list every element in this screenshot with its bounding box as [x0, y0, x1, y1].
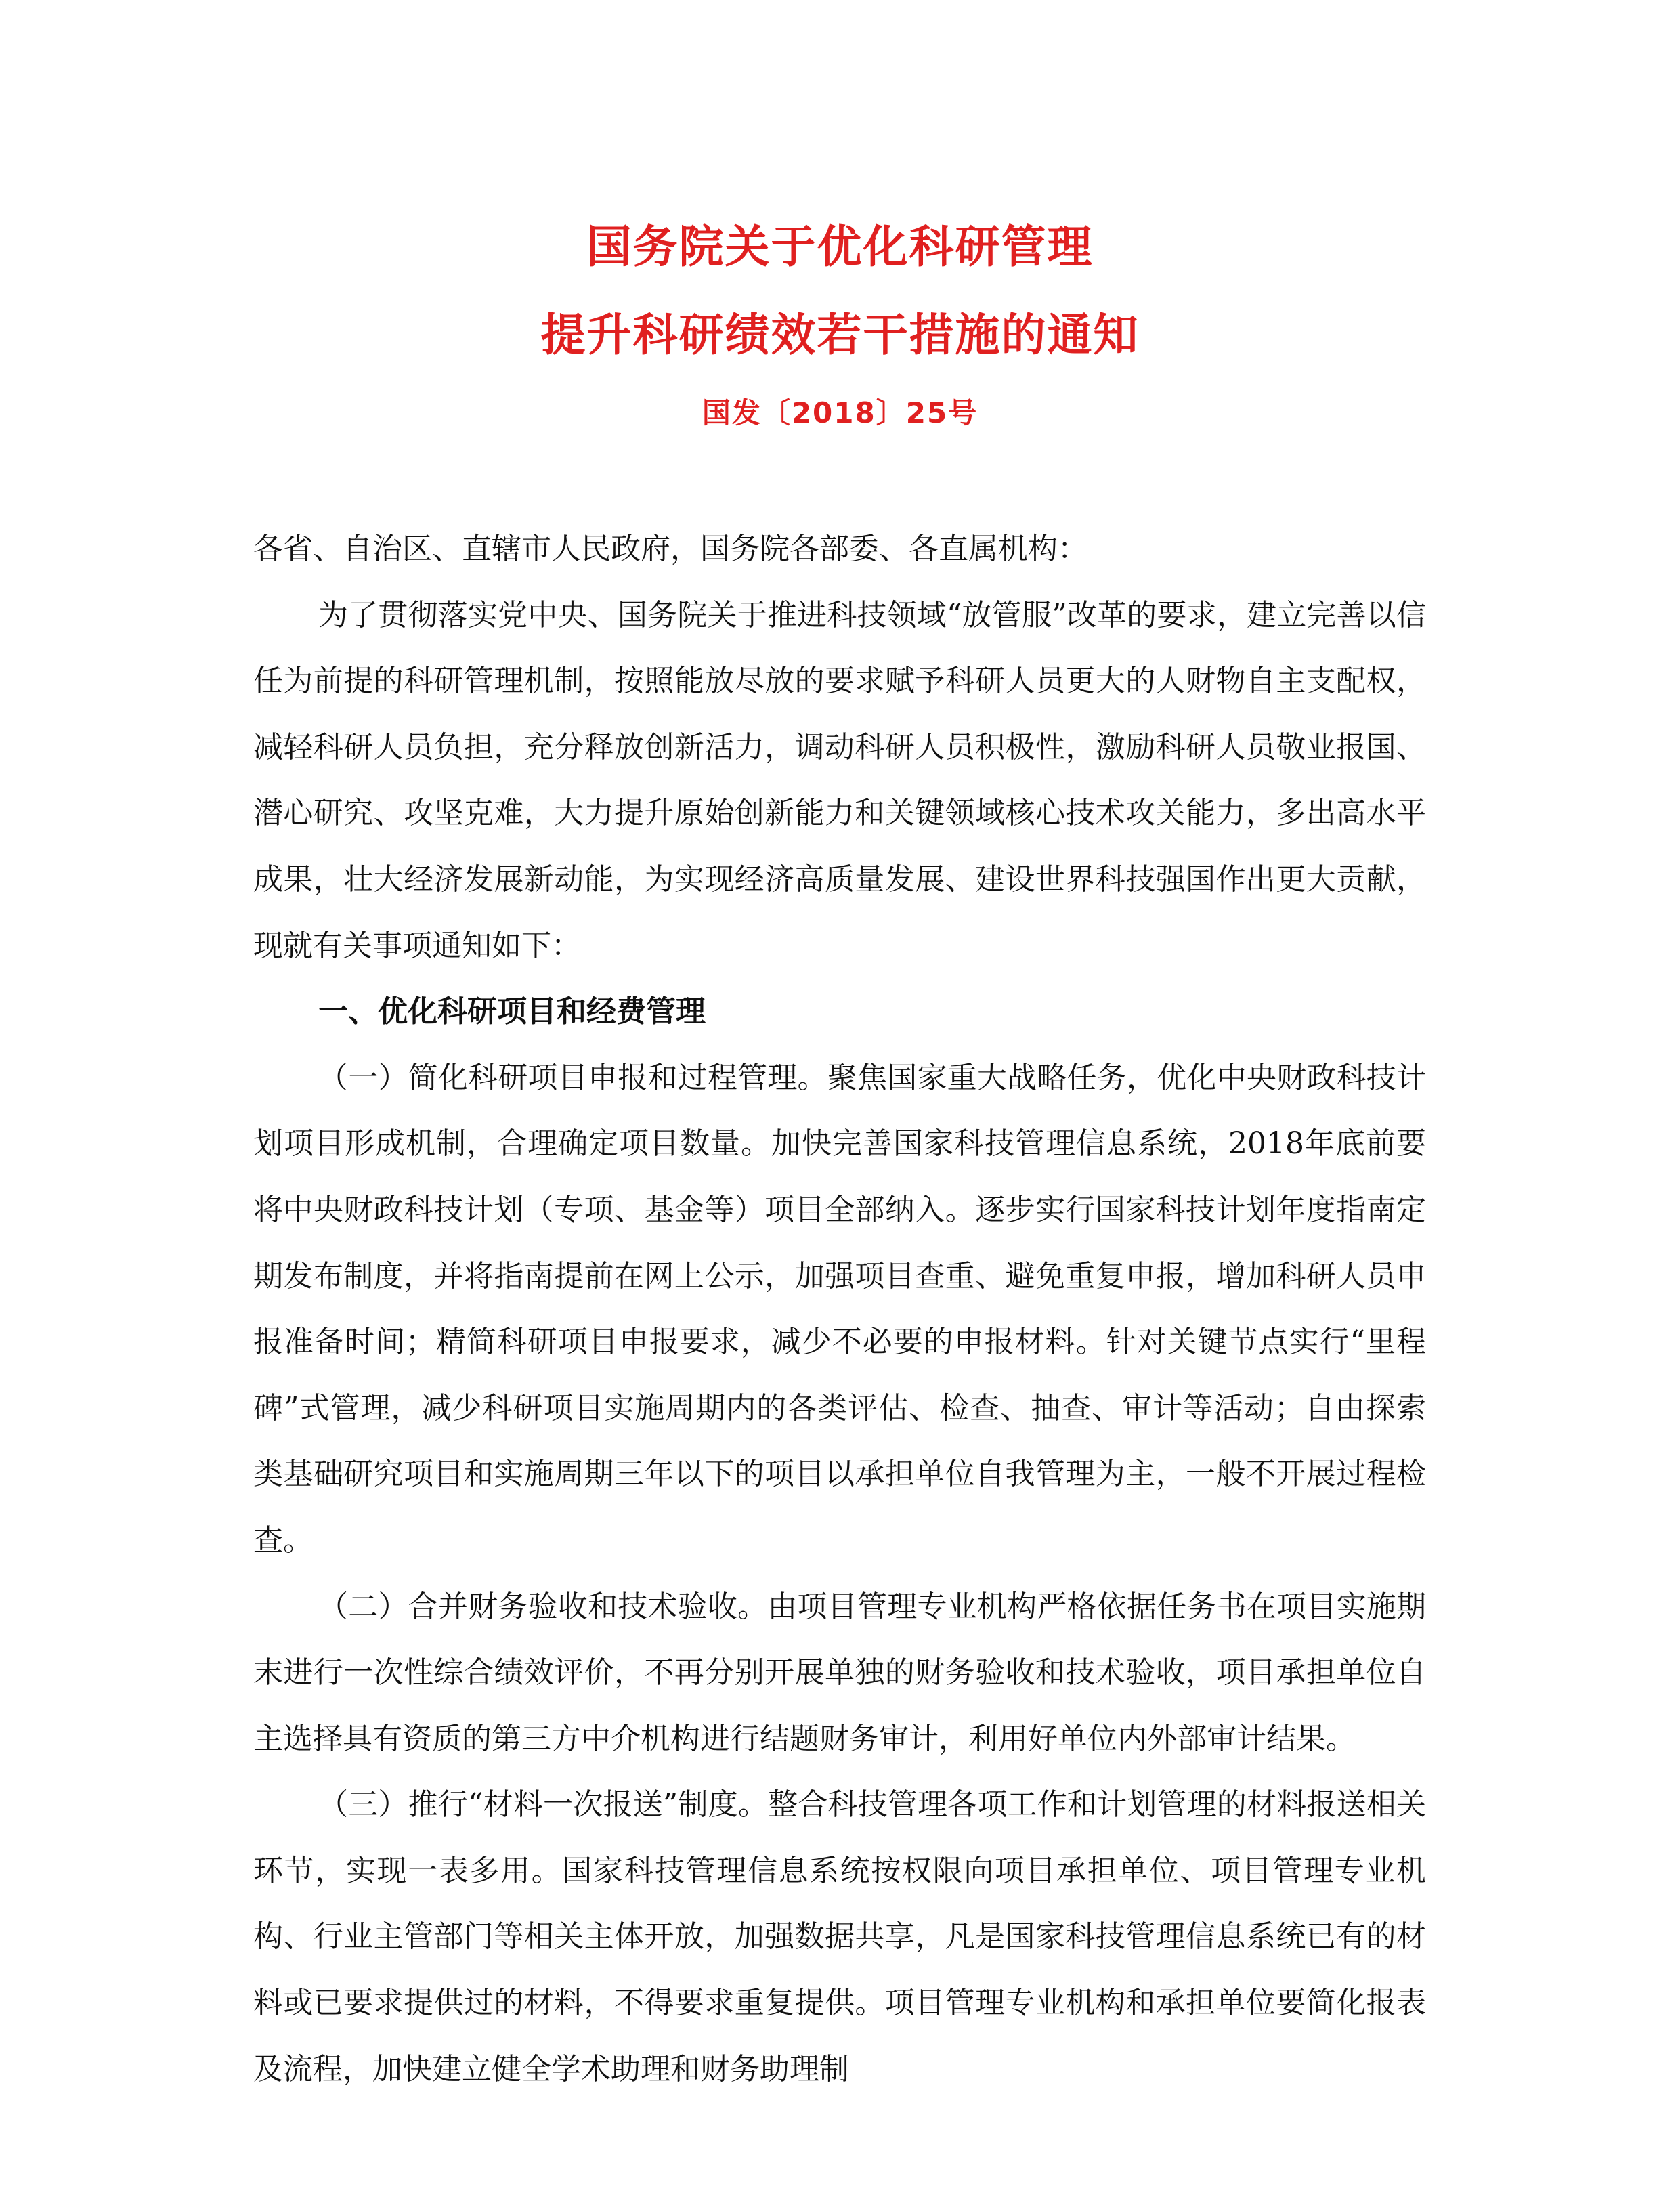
document-title-line-1: 国务院关于优化科研管理 — [586, 221, 1094, 273]
paragraph-item-3: （三）推行“材料一次报送”制度。整合科技管理各项工作和计划管理的材料报送相关环节，实现一表多用。国家科技管理信息系统按权限向项目承担单位、项目管理专业机构、行业主管部门等相关主体开放，加强数据共享，凡是国家科技管理信息系统已有的材料或已要求提供过的材料，不得要求重复提供。项目管理专业机构和承担单位要简化报表及流程，加快建立健全学术助理和财务助理制 — [253, 1787, 1426, 2087]
document-body — [253, 516, 1426, 2102]
salutation: 各省、自治区、直辖市人民政府，国务院各部委、各直属机构： — [253, 532, 1087, 566]
paragraph-item-2: （二）合并财务验收和技术验收。由项目管理专业机构严格依据任务书在项目实施期末进行一次性综合绩效评价，不再分别开展单独的财务验收和技术验收，项目承担单位自主选择具有资质的第三方中介机构进行结题财务审计，利用好单位内外部审计结果。 — [253, 1589, 1426, 1756]
document-number: 国发〔2018〕25号 — [702, 396, 978, 429]
paragraph-item-1: （一）简化科研项目申报和过程管理。聚焦国家重大战略任务，优化中央财政科技计划项目形成机制，合理确定项目数量。加快完善国家科技管理信息系统，2018年底前要将中央财政科技计划（专项、基金等）项目全部纳入。逐步实行国家科技计划年度指南定期发布制度，并将指南提前在网上公示，加强项目查重、避免重复申报，增加科研人员申报准备时间；精简科研项目申报要求，减少不必要的申报材料。针对关键节点实行“里程碑”式管理，减少科研项目实施周期内的各类评估、检查、抽查、审计等活动；自由探索类基础研究项目和实施周期三年以下的项目以承担单位自我管理为主，一般不开展过程检查。 — [253, 1060, 1426, 1558]
paragraph-intro: 为了贯彻落实党中央、国务院关于推进科技领域“放管服”改革的要求，建立完善以信任为前提的科研管理机制，按照能放尽放的要求赋予科研人员更大的人财物自主支配权，减轻科研人员负担，充分释放创新活力，调动科研人员积极性，激励科研人员敬业报国、潜心研究、攻坚克难，大力提升原始创新能力和关键领域核心技术攻关能力，多出高水平成果，壮大经济发展新动能，为实现经济高质量发展、建设世界科技强国作出更大贡献，现就有关事项通知如下： — [253, 597, 1426, 963]
section-heading-1: 一、优化科研项目和经费管理 — [318, 994, 706, 1029]
document-title-line-2: 提升科研绩效若干措施的通知 — [540, 309, 1140, 361]
